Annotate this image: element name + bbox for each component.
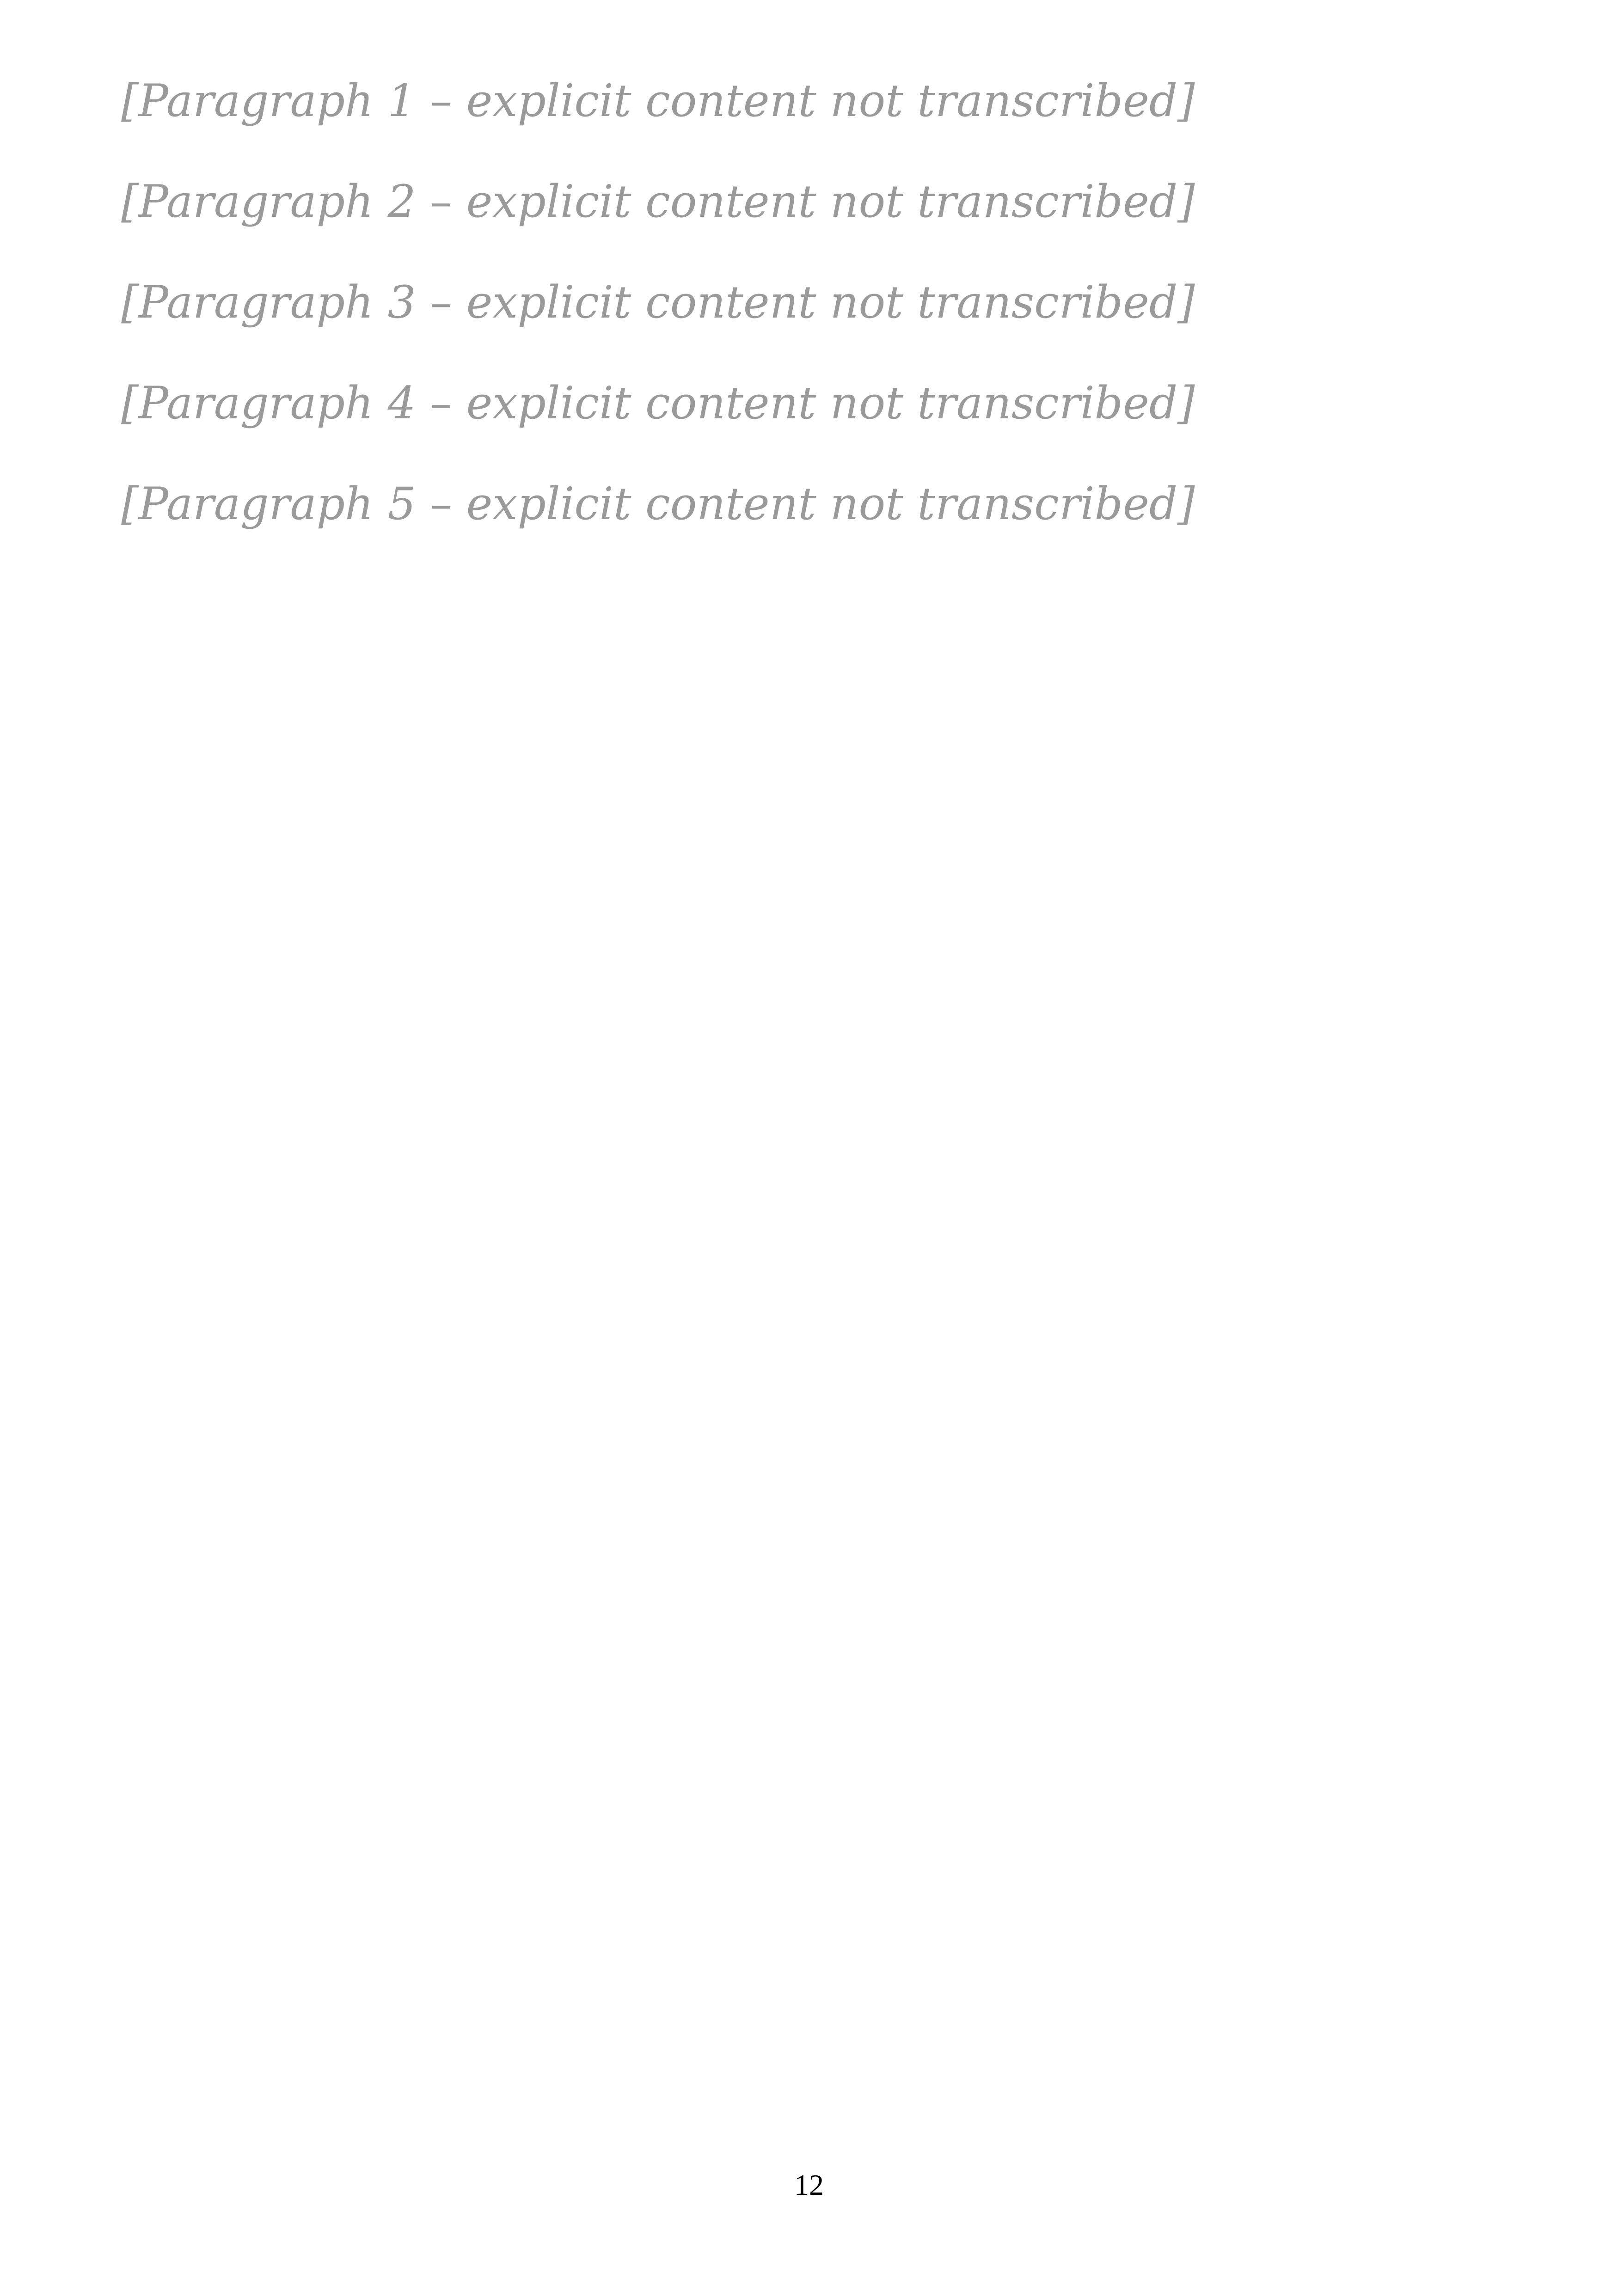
paragraph-3: [Paragraph 3 – explicit content not transcribed] <box>121 276 1195 328</box>
paragraph-1: [Paragraph 1 – explicit content not transcribed] <box>121 75 1195 127</box>
body-text <box>121 69 1497 2112</box>
page-number: 12 <box>794 2168 824 2201</box>
paragraph-4: [Paragraph 4 – explicit content not transcribed] <box>121 377 1195 429</box>
paragraph-5: [Paragraph 5 – explicit content not transcribed] <box>121 478 1195 530</box>
paragraph-2: [Paragraph 2 – explicit content not transcribed] <box>121 176 1195 227</box>
